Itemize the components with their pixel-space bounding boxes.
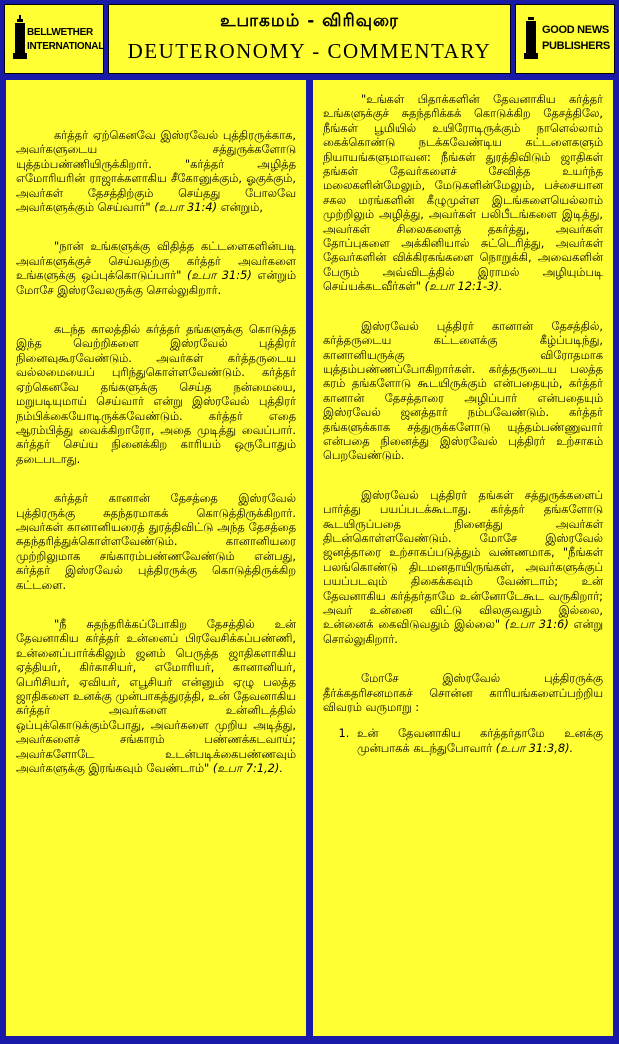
bellwether-logo-line1: BELLWETHER xyxy=(27,27,93,38)
prophecy-list xyxy=(323,726,603,755)
page-title-tamil: உபாகமம் - விரிவுரை xyxy=(220,11,399,31)
bellwether-logo-box xyxy=(4,4,104,74)
header-bar xyxy=(2,2,617,76)
title-box xyxy=(108,4,511,74)
right-column xyxy=(313,80,613,1036)
paragraph: "நான் உங்களுக்கு விதித்த கட்டளைகளின்படி அவர்களுக்குச் செய்வதற்கு கர்த்தர் அவர்களை உங்களுக்கு ஒப்புக்கொடுப்பார்" (உபா 31:5) என்றும் மோசே இஸ்ரவேலருக்கு சொல்லுகிறார். xyxy=(16,239,296,297)
good-news-logo-line1: GOOD NEWS xyxy=(542,24,609,36)
paragraph: இஸ்ரவேல் புத்திரர் கானான் தேசத்தில், கர்த்தருடைய கட்டளைக்கு கீழ்ப்படிந்து, கானானியருக்கு விரோதமாக யுத்தம்பண்ணப்போகிறார்கள். கர்த்தருடைய பலத்த கரம் தங்களோடு கூடயிருக்கும் என்பதையும், கர்த்தர் கானான் தேசத்தாரை அழிப்பார் என்பதையும் இஸ்ரவேல் ஜனத்தார் நம்பவேண்டும். கர்த்தர் தங்களுக்காக சத்துருக்களோடு யுத்தம்பண்ணுவார் என்பதை நினைத்து இஸ்ரவேல் புத்திரர் உற்சாகம் பெறவேண்டும். xyxy=(323,318,603,463)
bellwether-logo-line2: INTERNATIONAL xyxy=(27,41,105,52)
paragraph: கடந்த காலத்தில் கர்த்தர் தங்களுக்கு கொடுத்த இந்த வெற்றிகளை இஸ்ரவேல் புத்திரர் நினைவுகூரவேண்டும். அவர்கள் கர்த்தருடைய வல்லமையைப் புரிந்துகொள்ளவேண்டும். கர்த்தர் ஏற்கெனவே தங்களுக்கு செய்த நன்மையை, மறுபடியுமாய் செய்வார் என்று இஸ்ரவேல் புத்திரர் நம்பிக்கையோடிருக்கவேண்டும். கர்த்தர் எதை ஆரம்பித்து வைக்கிறாரோ, அதை முடித்து வைப்பார். கர்த்தர் செய்ய நினைக்கிற காரியம் ஒருபோதும் தடைபடாது. xyxy=(16,322,296,466)
page-title-english: DEUTERONOMY - COMMENTARY xyxy=(127,39,492,63)
good-news-logo-box xyxy=(515,4,615,74)
paragraph: "உங்கள் பிதாக்களின் தேவனாகிய கர்த்தர் உங்களுக்குச் சுதந்தரிக்கக் கொடுக்கிற தேசத்திலே, நீங்கள் பூமியில் உயிரோடிருக்கும் நாளெல்லாம் கைக்கொண்டு நடக்கவேண்டிய கட்டளைகளும் நியாயங்களுமாவன: நீங்கள் துரத்திவிடும் ஜாதிகள் தங்கள் தேவர்களைச் சேவித்த உயர்ந்த மலைகளின்மேலும், மேடுகளின்மேலும், பச்சையான சகல மரங்களின் கீழுமுள்ள இடங்களையெல்லாம் முற்றிலும் அழித்து, அவர்கள் பலிபீடங்களை இடித்து, அவர்கள் சிலைகளைத் தகர்த்து, அவர்கள் தோப்புகளை அக்கினியால் சுட்டெரித்து, அவர்கள் தேவர்களின் விக்கிரகங்களை நொறுக்கி, அவைகளின் பேரும் அவ்விடத்தில் இராமல் அழியும்படி செய்யக்கடவீர்கள்" (உபா 12:1-3). xyxy=(323,92,603,294)
paragraph: இஸ்ரவேல் புத்திரர் தங்கள் சத்துருக்களைப் பார்த்து பயப்படக்கூடாது. கர்த்தர் தங்களோடு கூடயிருப்பதை நினைத்து அவர்கள் திடன்கொள்ளவேண்டும். மோசே இஸ்ரவேல் ஜனத்தாரை உற்சாகப்படுத்தும் வண்ணமாக, "நீங்கள் பலங்கொண்டு திடமனதாயிருங்கள், அவர்களுக்குப் பயப்படவும் திகைக்கவும் வேண்டாம்; உன் தேவனாகிய கர்த்தர்தாமே உன்னோடேகூட வருகிறார்; அவர் உன்னை விட்டு விலகுவதும் இல்லை, உன்னைக் கைவிடுவதும் இல்லை" (உபா 31:6) என்று சொல்லுகிறார். xyxy=(323,487,603,646)
list-item: 1. உன் தேவனாகிய கர்த்தர்தாமே உனக்கு முன்பாகக் கடந்துபோவார் (உபா 31:3,8). xyxy=(353,726,603,755)
paragraph: கர்த்தர் கானான் தேசத்தை இஸ்ரவேல் புத்திரருக்கு சுதந்தரமாகக் கொடுத்திருக்கிறார். அவர்கள் கானானியரைத் துரத்திவிட்டு அந்த தேசத்தை சுதந்தரித்துக்கொள்ளவேண்டும். கானானியரை முற்றிலுமாக சங்காரம்பண்ணவேண்டும் என்பது, கர்த்தர் இஸ்ரவேல் புத்திரருக்கு கொடுத்திருக்கிற கட்டளை. xyxy=(16,491,296,592)
paragraph: "நீ சுதந்தரிக்கப்போகிற தேசத்தில் உன் தேவனாகிய கர்த்தர் உன்னைப் பிரவேசிக்கப்பண்ணி, உன்னைப்பார்க்கிலும் ஜனம் பெருத்த ஜாதிகளாகிய ஏத்தியர், கிர்காசியர், எமோரியர், கானானியர், பெரிசியர், ஏவியர், எபூசியர் என்னும் ஏழு பலத்த ஜாதிகளை உனக்கு முன்பாகத்துரத்தி, உன் தேவனாகிய கர்த்தர் அவர்களை உன்னிடத்தில் ஒப்புக்கொடுக்கும்போது, அவர்களை முறிய அடித்து, அவர்களைச் சங்காரம் பண்ணக்கடவாய்; அவர்களோடே உடன்படிக்கைபண்ணவும் அவர்களுக்கு இரங்கவும் வேண்டாம்" (உபா 7:1,2). xyxy=(16,616,296,776)
good-news-logo-line2: PUBLISHERS xyxy=(542,40,610,52)
bellwether-logo-icon xyxy=(11,13,99,67)
paragraph: கர்த்தர் ஏற்கெனவே இஸ்ரவேல் புத்திரருக்காக, அவர்களுடைய சத்துருக்களோடு யுத்தம்பண்ணியிருக்கிறார். "கர்த்தர் அழித்த எமோரியரின் ராஜாக்களாகிய சீகோனுக்கும், ஓகுக்கும், அவர்கள் தேசத்திற்கும் செய்தது போலவே அவர்களுக்கும் செய்வார்" (உபா 31:4) என்றும், xyxy=(16,128,296,215)
paragraph: மோசே இஸ்ரவேல் புத்திரருக்கு தீர்க்கதரிசனமாகச் சொன்ன காரியங்களைப்பற்றிய விவரம் வருமாறு : xyxy=(323,671,603,715)
left-column xyxy=(6,80,306,1036)
good-news-logo-icon xyxy=(522,13,542,67)
